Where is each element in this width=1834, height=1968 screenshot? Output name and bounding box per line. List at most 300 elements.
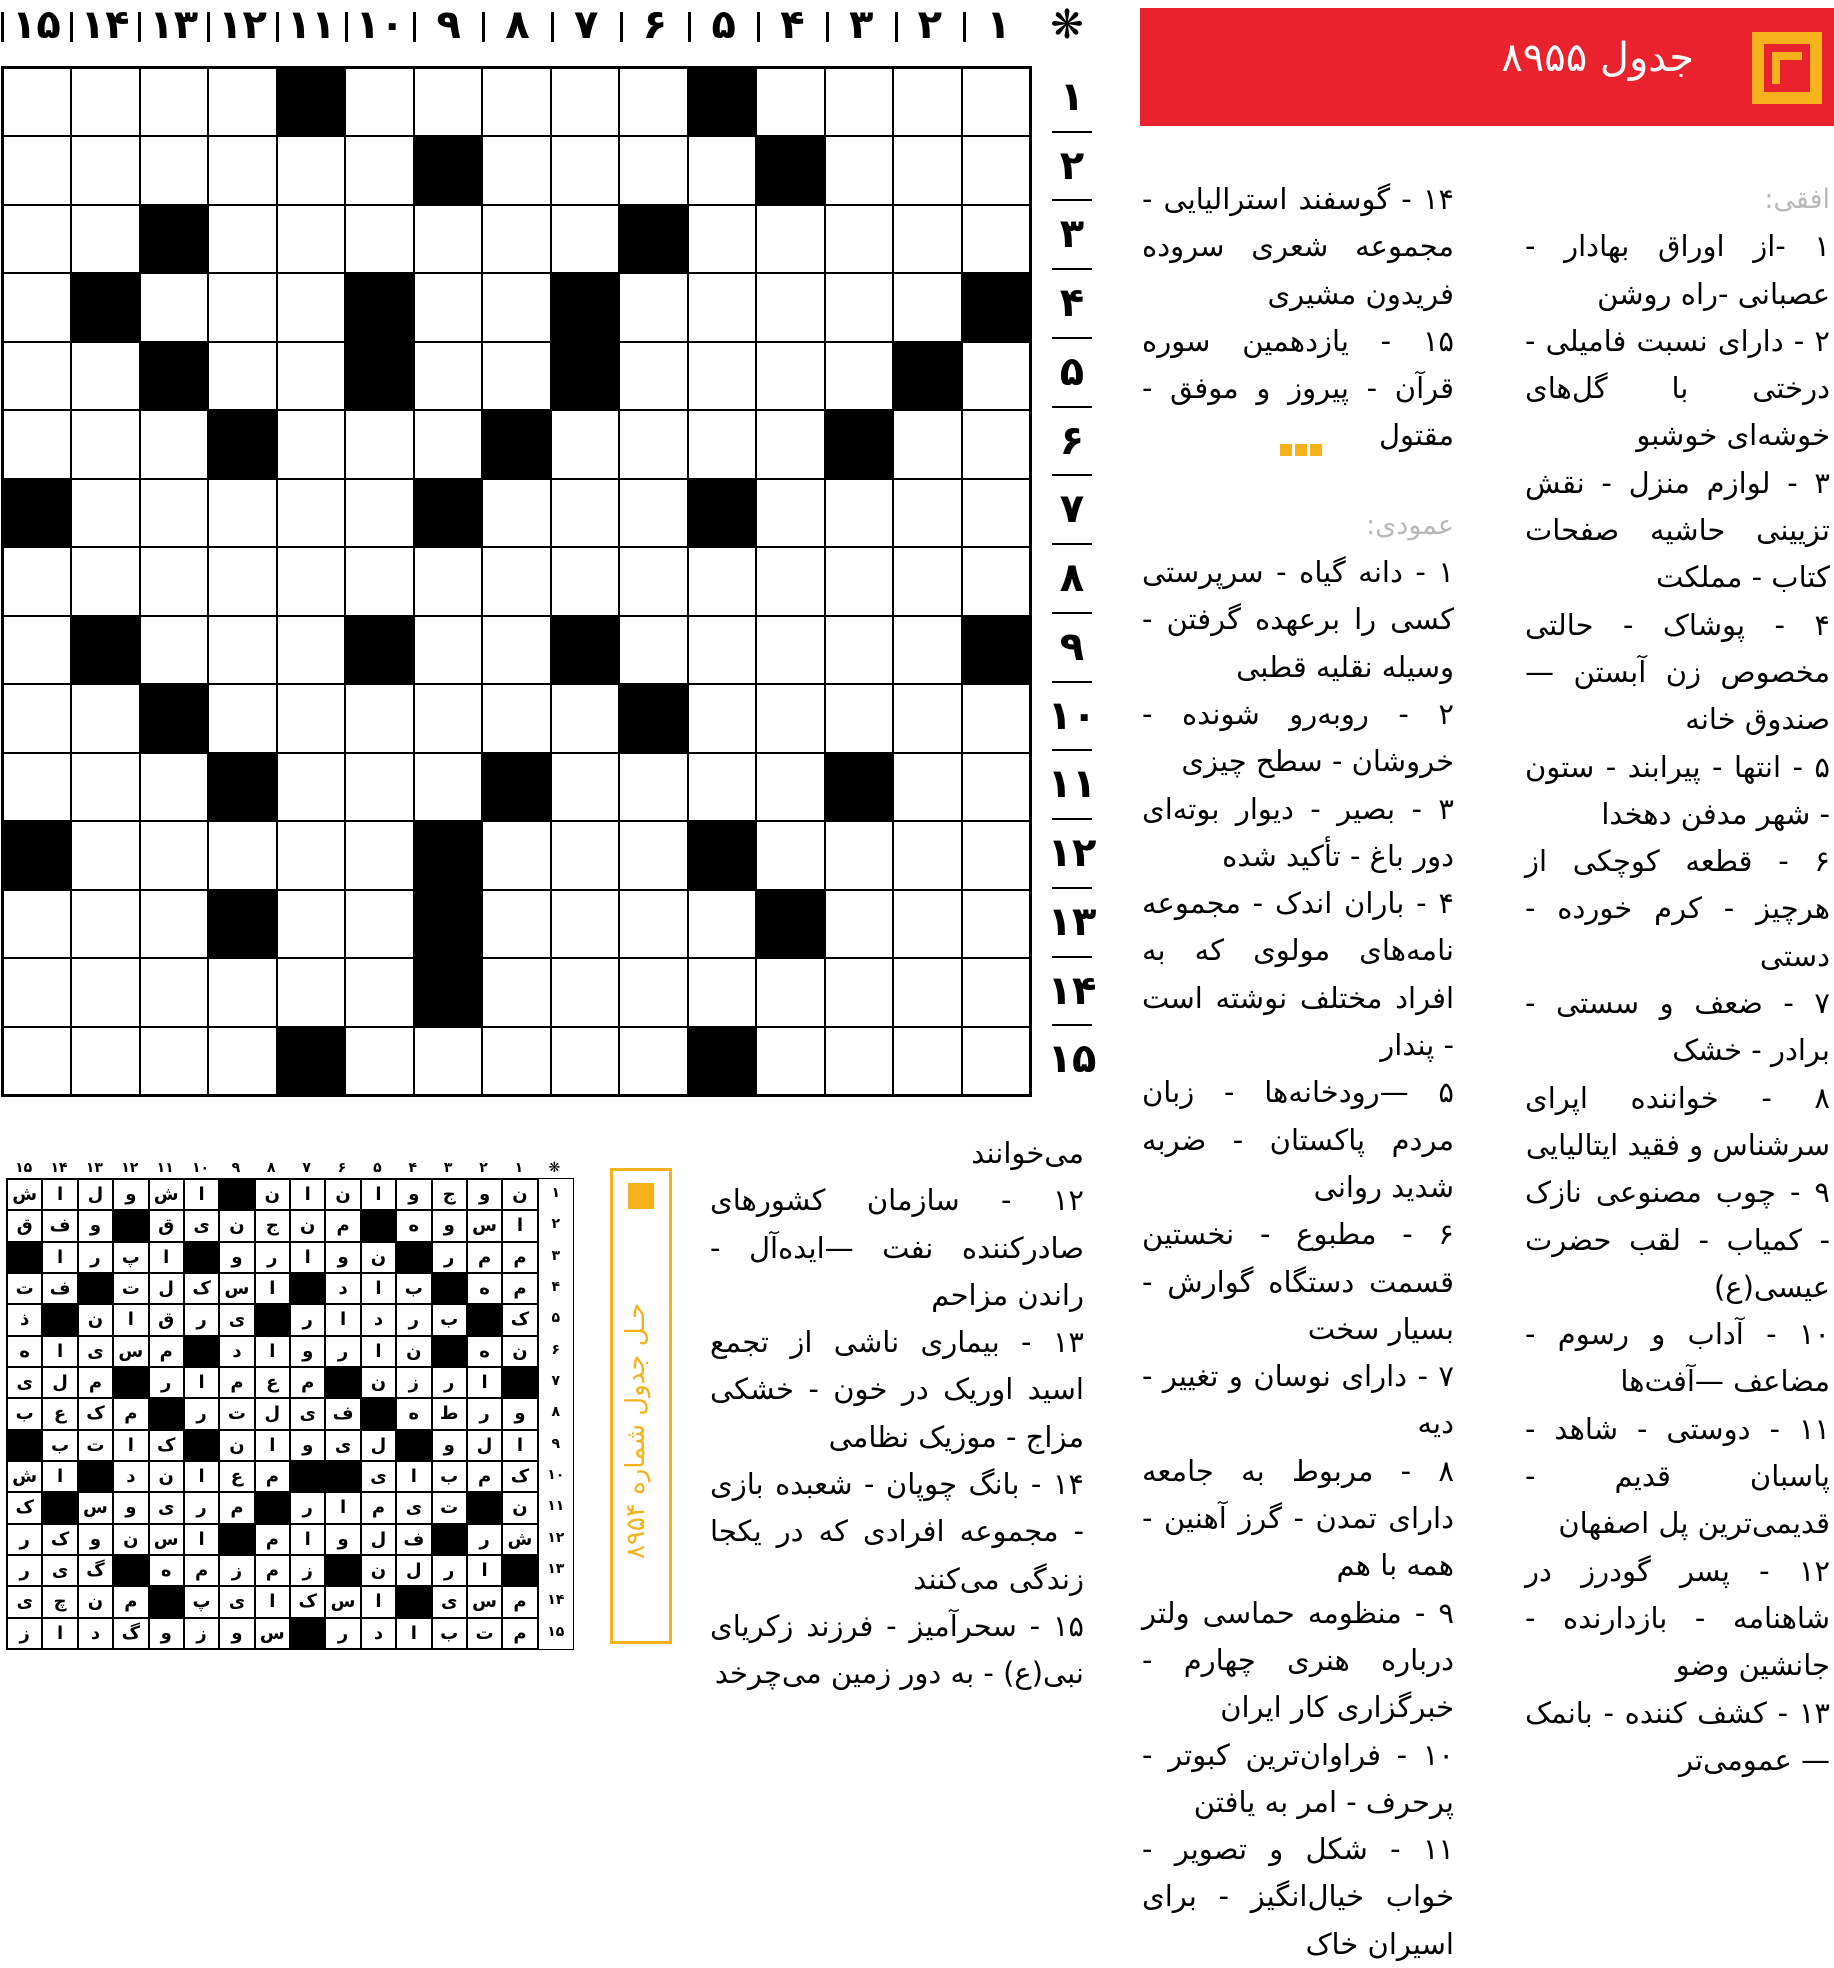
grid-cell[interactable] <box>208 547 276 615</box>
grid-cell[interactable] <box>140 342 208 410</box>
solution-letter: و <box>290 1336 325 1367</box>
grid-cell[interactable] <box>756 342 824 410</box>
grid-cell[interactable] <box>551 205 619 273</box>
solution-column-number: ۸ <box>267 1160 276 1176</box>
solution-letter: د <box>78 1618 113 1649</box>
grid-cell[interactable] <box>962 753 1030 821</box>
grid-cell[interactable] <box>962 479 1030 547</box>
grid-cell[interactable] <box>688 684 756 752</box>
grid-cell[interactable] <box>893 890 961 958</box>
row-number: ۱۱ <box>1047 761 1097 808</box>
solution-letter: ف <box>396 1524 431 1555</box>
solution-letter: د <box>361 1304 396 1335</box>
grid-cell[interactable] <box>825 273 893 341</box>
grid-cell[interactable] <box>71 410 139 478</box>
grid-cell[interactable] <box>825 410 893 478</box>
solution-row-number: ۱ <box>538 1179 573 1210</box>
grid-cell[interactable] <box>3 958 71 1026</box>
grid-cell[interactable] <box>277 684 345 752</box>
grid-cell[interactable] <box>208 890 276 958</box>
grid-cell[interactable] <box>3 342 71 410</box>
grid-cell[interactable] <box>893 684 961 752</box>
grid-cell[interactable] <box>482 136 550 204</box>
grid-cell[interactable] <box>3 1027 71 1095</box>
grid-cell[interactable] <box>756 273 824 341</box>
clue-item: ۸ - مربوط به جامعه دارای تمدن - گرز آهنین - همه با هم <box>1142 1453 1454 1583</box>
grid-cell[interactable] <box>277 136 345 204</box>
grid-cell[interactable] <box>551 479 619 547</box>
grid-cell[interactable] <box>962 68 1030 136</box>
grid-cell[interactable] <box>962 547 1030 615</box>
grid-cell[interactable] <box>345 1027 413 1095</box>
grid-cell[interactable] <box>551 1027 619 1095</box>
solution-letter: پ <box>184 1586 219 1617</box>
grid-cell[interactable] <box>619 1027 687 1095</box>
grid-cell[interactable] <box>208 1027 276 1095</box>
grid-cell[interactable] <box>688 958 756 1026</box>
grid-cell[interactable] <box>482 753 550 821</box>
solution-letter: ف <box>42 1210 77 1241</box>
solution-black-cell <box>432 1524 467 1555</box>
grid-cell[interactable] <box>482 547 550 615</box>
grid-cell[interactable] <box>277 753 345 821</box>
grid-cell[interactable] <box>825 821 893 889</box>
solution-letter: ق <box>149 1210 184 1241</box>
grid-cell[interactable] <box>277 273 345 341</box>
grid-cell[interactable] <box>893 136 961 204</box>
solution-letter: ا <box>396 1618 431 1649</box>
grid-cell[interactable] <box>71 1027 139 1095</box>
grid-cell[interactable] <box>619 890 687 958</box>
grid-cell[interactable] <box>962 205 1030 273</box>
grid-cell[interactable] <box>277 547 345 615</box>
grid-cell[interactable] <box>825 753 893 821</box>
grid-cell[interactable] <box>345 958 413 1026</box>
solution-letter: ه <box>396 1398 431 1429</box>
grid-cell[interactable] <box>688 136 756 204</box>
grid-cell[interactable] <box>208 68 276 136</box>
grid-cell[interactable] <box>345 479 413 547</box>
grid-cell[interactable] <box>140 410 208 478</box>
grid-cell[interactable] <box>3 890 71 958</box>
solution-letter: ن <box>361 1555 396 1586</box>
grid-cell[interactable] <box>208 821 276 889</box>
solution-row-number: ۸ <box>538 1398 573 1429</box>
grid-cell[interactable] <box>893 1027 961 1095</box>
grid-cell[interactable] <box>414 684 482 752</box>
grid-cell[interactable] <box>688 410 756 478</box>
grid-cell[interactable] <box>71 821 139 889</box>
grid-cell[interactable] <box>140 821 208 889</box>
solution-letter: ش <box>7 1461 42 1492</box>
clue-item: ۴ - باران اندک - مجموعه نامه‌های مولوی که به افراد مختلف نوشته است - پندار <box>1142 886 1454 1063</box>
solution-letter: و <box>325 1524 360 1555</box>
grid-cell[interactable] <box>962 1027 1030 1095</box>
grid-cell[interactable] <box>414 68 482 136</box>
grid-cell[interactable] <box>688 547 756 615</box>
grid-cell[interactable] <box>482 616 550 684</box>
grid-cell[interactable] <box>414 342 482 410</box>
grid-cell[interactable] <box>71 68 139 136</box>
solution-black-cell <box>290 1618 325 1649</box>
grid-cell[interactable] <box>482 958 550 1026</box>
grid-cell[interactable] <box>71 342 139 410</box>
grid-cell[interactable] <box>688 890 756 958</box>
grid-cell[interactable] <box>619 753 687 821</box>
grid-cell[interactable] <box>825 342 893 410</box>
grid-cell[interactable] <box>893 616 961 684</box>
grid-cell[interactable] <box>551 68 619 136</box>
grid-cell[interactable] <box>551 410 619 478</box>
solution-letter: پ <box>113 1242 148 1273</box>
grid-cell[interactable] <box>482 205 550 273</box>
horizontal-heading: افقی: <box>1764 184 1830 215</box>
grid-cell[interactable] <box>688 753 756 821</box>
solution-letter: م <box>361 1492 396 1523</box>
grid-cell[interactable] <box>140 616 208 684</box>
grid-cell[interactable] <box>140 273 208 341</box>
solution-black-cell <box>149 1586 184 1617</box>
grid-cell[interactable] <box>962 890 1030 958</box>
solution-letter: د <box>361 1618 396 1649</box>
grid-cell[interactable] <box>619 958 687 1026</box>
grid-cell[interactable] <box>482 890 550 958</box>
solution-letter: ر <box>184 1492 219 1523</box>
solution-letter: ز <box>219 1555 254 1586</box>
grid-cell[interactable] <box>619 684 687 752</box>
grid-cell[interactable] <box>140 547 208 615</box>
solution-letter: و <box>502 1398 537 1429</box>
grid-cell[interactable] <box>551 890 619 958</box>
grid-cell[interactable] <box>345 684 413 752</box>
grid-cell[interactable] <box>3 479 71 547</box>
grid-cell[interactable] <box>3 821 71 889</box>
grid-cell[interactable] <box>208 616 276 684</box>
grid-cell[interactable] <box>277 205 345 273</box>
grid-cell[interactable] <box>893 273 961 341</box>
grid-cell[interactable] <box>482 479 550 547</box>
grid-cell[interactable] <box>3 205 71 273</box>
solution-black-cell <box>502 1555 537 1586</box>
grid-cell[interactable] <box>551 821 619 889</box>
grid-cell[interactable] <box>893 205 961 273</box>
grid-cell[interactable] <box>140 684 208 752</box>
grid-cell[interactable] <box>551 273 619 341</box>
grid-cell[interactable] <box>71 890 139 958</box>
grid-cell[interactable] <box>619 821 687 889</box>
grid-cell[interactable] <box>140 890 208 958</box>
grid-cell[interactable] <box>756 136 824 204</box>
solution-black-cell <box>184 1336 219 1367</box>
grid-cell[interactable] <box>619 479 687 547</box>
grid-cell[interactable] <box>208 684 276 752</box>
grid-cell[interactable] <box>962 684 1030 752</box>
grid-cell[interactable] <box>3 547 71 615</box>
grid-cell[interactable] <box>345 616 413 684</box>
grid-cell[interactable] <box>893 479 961 547</box>
grid-cell[interactable] <box>277 890 345 958</box>
grid-cell[interactable] <box>688 1027 756 1095</box>
clue-item: ۱۰ - فراوان‌ترین کبوتر - پرحرف - امر به یافتن <box>1142 1737 1454 1819</box>
grid-cell[interactable] <box>688 68 756 136</box>
grid-cell[interactable] <box>756 616 824 684</box>
grid-cell[interactable] <box>551 136 619 204</box>
grid-cell[interactable] <box>71 753 139 821</box>
grid-cell[interactable] <box>277 479 345 547</box>
solution-letter: ق <box>149 1304 184 1335</box>
grid-cell[interactable] <box>140 68 208 136</box>
solution-letter: ج <box>255 1210 290 1241</box>
grid-cell[interactable] <box>962 616 1030 684</box>
grid-cell[interactable] <box>208 479 276 547</box>
grid-cell[interactable] <box>756 821 824 889</box>
grid-cell[interactable] <box>414 136 482 204</box>
grid-cell[interactable] <box>3 410 71 478</box>
grid-cell[interactable] <box>551 958 619 1026</box>
grid-cell[interactable] <box>962 958 1030 1026</box>
solution-letter: م <box>78 1367 113 1398</box>
solution-letter: ه <box>396 1210 431 1241</box>
clue-item: ۷ - دارای نوسان و تغییر - دیه <box>1142 1359 1454 1441</box>
grid-cell[interactable] <box>688 616 756 684</box>
grid-cell[interactable] <box>3 68 71 136</box>
grid-cell[interactable] <box>345 205 413 273</box>
solution-column-numbers <box>6 1160 572 1180</box>
grid-cell[interactable] <box>688 821 756 889</box>
grid-cell[interactable] <box>482 1027 550 1095</box>
grid-cell[interactable] <box>208 205 276 273</box>
grid-cell[interactable] <box>3 684 71 752</box>
clue-item: ۱ - دانه گیاه - سرپرستی کسی را برعهده گرفتن - وسیله نقلیه قطبی <box>1142 555 1454 684</box>
grid-cell[interactable] <box>277 68 345 136</box>
grid-cell[interactable] <box>825 547 893 615</box>
grid-cell[interactable] <box>756 68 824 136</box>
solution-letter: ا <box>184 1367 219 1398</box>
grid-cell[interactable] <box>688 205 756 273</box>
solution-row-number: ۱۲ <box>538 1524 573 1555</box>
grid-cell[interactable] <box>277 410 345 478</box>
grid-cell[interactable] <box>551 753 619 821</box>
grid-cell[interactable] <box>551 342 619 410</box>
grid-cell[interactable] <box>277 821 345 889</box>
solution-black-cell <box>7 1242 42 1273</box>
grid-cell[interactable] <box>893 342 961 410</box>
grid-cell[interactable] <box>893 547 961 615</box>
solution-black-cell <box>432 1336 467 1367</box>
grid-cell[interactable] <box>482 410 550 478</box>
grid-cell[interactable] <box>619 342 687 410</box>
solution-black-cell <box>361 1398 396 1429</box>
clue-item: ۲ - روبه‌رو شونده - خروشان - سطح چیزی <box>1142 696 1454 779</box>
solution-letter: ا <box>149 1242 184 1273</box>
column-number: ۸ <box>505 2 530 48</box>
grid-cell[interactable] <box>414 616 482 684</box>
grid-cell[interactable] <box>893 68 961 136</box>
grid-cell[interactable] <box>414 273 482 341</box>
grid-cell[interactable] <box>825 479 893 547</box>
grid-cell[interactable] <box>962 342 1030 410</box>
grid-cell[interactable] <box>414 1027 482 1095</box>
grid-cell[interactable] <box>825 890 893 958</box>
solution-black-cell <box>467 1304 502 1335</box>
grid-cell[interactable] <box>688 342 756 410</box>
grid-cell[interactable] <box>71 136 139 204</box>
solution-letter: ی <box>361 1461 396 1492</box>
grid-cell[interactable] <box>825 958 893 1026</box>
grid-cell[interactable] <box>414 890 482 958</box>
grid-cell[interactable] <box>756 958 824 1026</box>
grid-cell[interactable] <box>345 890 413 958</box>
grid-cell[interactable] <box>71 958 139 1026</box>
grid-cell[interactable] <box>345 821 413 889</box>
grid-cell[interactable] <box>345 273 413 341</box>
grid-cell[interactable] <box>414 821 482 889</box>
solution-black-cell <box>184 1430 219 1461</box>
solution-letter: ع <box>255 1367 290 1398</box>
grid-cell[interactable] <box>619 136 687 204</box>
row-number: ۵ <box>1059 348 1085 395</box>
solution-letter: ر <box>290 1304 325 1335</box>
solution-letter: ن <box>219 1430 254 1461</box>
grid-cell[interactable] <box>482 273 550 341</box>
solution-column-number: ۶ <box>337 1160 347 1176</box>
grid-cell[interactable] <box>756 753 824 821</box>
grid-cell[interactable] <box>71 479 139 547</box>
grid-cell[interactable] <box>482 68 550 136</box>
grid-cell[interactable] <box>414 479 482 547</box>
solution-letter: ر <box>7 1524 42 1555</box>
grid-cell[interactable] <box>71 273 139 341</box>
grid-cell[interactable] <box>893 958 961 1026</box>
clue-item: ۶ - مطبوع - نخستین قسمت دستگاه گوارش - بسیار سخت <box>1142 1217 1454 1346</box>
grid-cell[interactable] <box>756 479 824 547</box>
grid-cell[interactable] <box>619 68 687 136</box>
grid-cell[interactable] <box>208 342 276 410</box>
grid-cell[interactable] <box>277 958 345 1026</box>
solution-letter: ب <box>396 1273 431 1304</box>
clue-item: ۱۵ - یازدهمین سوره قرآن - پیروز و موفق - مقتول <box>1142 323 1454 453</box>
grid-cell[interactable] <box>825 205 893 273</box>
grid-cell[interactable] <box>756 205 824 273</box>
solution-letter: ر <box>325 1336 360 1367</box>
grid-cell[interactable] <box>756 547 824 615</box>
grid-cell[interactable] <box>756 410 824 478</box>
grid-cell[interactable] <box>414 753 482 821</box>
grid-cell[interactable] <box>140 479 208 547</box>
grid-cell[interactable] <box>825 616 893 684</box>
grid-cell[interactable] <box>619 547 687 615</box>
grid-cell[interactable] <box>756 684 824 752</box>
grid-cell[interactable] <box>140 136 208 204</box>
grid-cell[interactable] <box>140 205 208 273</box>
grid-cell[interactable] <box>551 547 619 615</box>
grid-cell[interactable] <box>71 616 139 684</box>
grid-cell[interactable] <box>825 68 893 136</box>
grid-cell[interactable] <box>962 821 1030 889</box>
grid-cell[interactable] <box>482 342 550 410</box>
grid-cell[interactable] <box>208 410 276 478</box>
grid-cell[interactable] <box>893 821 961 889</box>
grid-cell[interactable] <box>551 616 619 684</box>
solution-letter: ر <box>467 1524 502 1555</box>
grid-cell[interactable] <box>71 547 139 615</box>
grid-cell[interactable] <box>140 1027 208 1095</box>
grid-cell[interactable] <box>962 273 1030 341</box>
grid-cell[interactable] <box>414 410 482 478</box>
solution-letter: ا <box>42 1179 77 1210</box>
solution-letter: ی <box>219 1586 254 1617</box>
grid-cell[interactable] <box>71 205 139 273</box>
grid-cell[interactable] <box>688 273 756 341</box>
grid-cell[interactable] <box>414 958 482 1026</box>
grid-cell[interactable] <box>208 136 276 204</box>
grid-cell[interactable] <box>482 821 550 889</box>
grid-cell[interactable] <box>3 273 71 341</box>
grid-cell[interactable] <box>345 547 413 615</box>
grid-cell[interactable] <box>619 616 687 684</box>
solution-letter: م <box>502 1242 537 1273</box>
solution-letter: ا <box>42 1336 77 1367</box>
grid-cell[interactable] <box>688 479 756 547</box>
solution-black-cell <box>396 1430 431 1461</box>
grid-cell[interactable] <box>825 684 893 752</box>
grid-cell[interactable] <box>414 205 482 273</box>
grid-cell[interactable] <box>345 136 413 204</box>
grid-cell[interactable] <box>619 410 687 478</box>
grid-cell[interactable] <box>893 753 961 821</box>
grid-cell[interactable] <box>208 958 276 1026</box>
grid-cell[interactable] <box>756 1027 824 1095</box>
solution-letter: س <box>467 1210 502 1241</box>
solution-letter: ا <box>184 1461 219 1492</box>
grid-cell[interactable] <box>414 547 482 615</box>
grid-cell[interactable] <box>345 410 413 478</box>
grid-cell[interactable] <box>208 753 276 821</box>
grid-cell[interactable] <box>619 205 687 273</box>
solution-letter: م <box>255 1524 290 1555</box>
grid-cell[interactable] <box>140 958 208 1026</box>
grid-cell[interactable] <box>619 273 687 341</box>
solution-black-cell <box>255 1304 290 1335</box>
solution-letter: ر <box>396 1304 431 1335</box>
grid-cell[interactable] <box>71 684 139 752</box>
grid-cell[interactable] <box>345 753 413 821</box>
clue-item: می‌خوانند <box>971 1136 1084 1170</box>
grid-cell[interactable] <box>482 684 550 752</box>
grid-cell[interactable] <box>345 68 413 136</box>
grid-cell[interactable] <box>140 753 208 821</box>
grid-cell[interactable] <box>208 273 276 341</box>
grid-cell[interactable] <box>3 136 71 204</box>
grid-cell[interactable] <box>825 136 893 204</box>
grid-cell[interactable] <box>3 753 71 821</box>
grid-cell[interactable] <box>825 1027 893 1095</box>
grid-cell[interactable] <box>277 616 345 684</box>
column-number: ۵ <box>711 2 736 48</box>
grid-cell[interactable] <box>962 410 1030 478</box>
grid-cell[interactable] <box>277 1027 345 1095</box>
grid-cell[interactable] <box>3 616 71 684</box>
grid-cell[interactable] <box>756 890 824 958</box>
grid-cell[interactable] <box>551 684 619 752</box>
grid-cell[interactable] <box>277 342 345 410</box>
row-number: ۳ <box>1059 211 1085 258</box>
row-number: ۶ <box>1059 417 1085 464</box>
grid-cell[interactable] <box>962 136 1030 204</box>
grid-cell[interactable] <box>345 342 413 410</box>
grid-cell[interactable] <box>893 410 961 478</box>
solution-letter: م <box>149 1336 184 1367</box>
